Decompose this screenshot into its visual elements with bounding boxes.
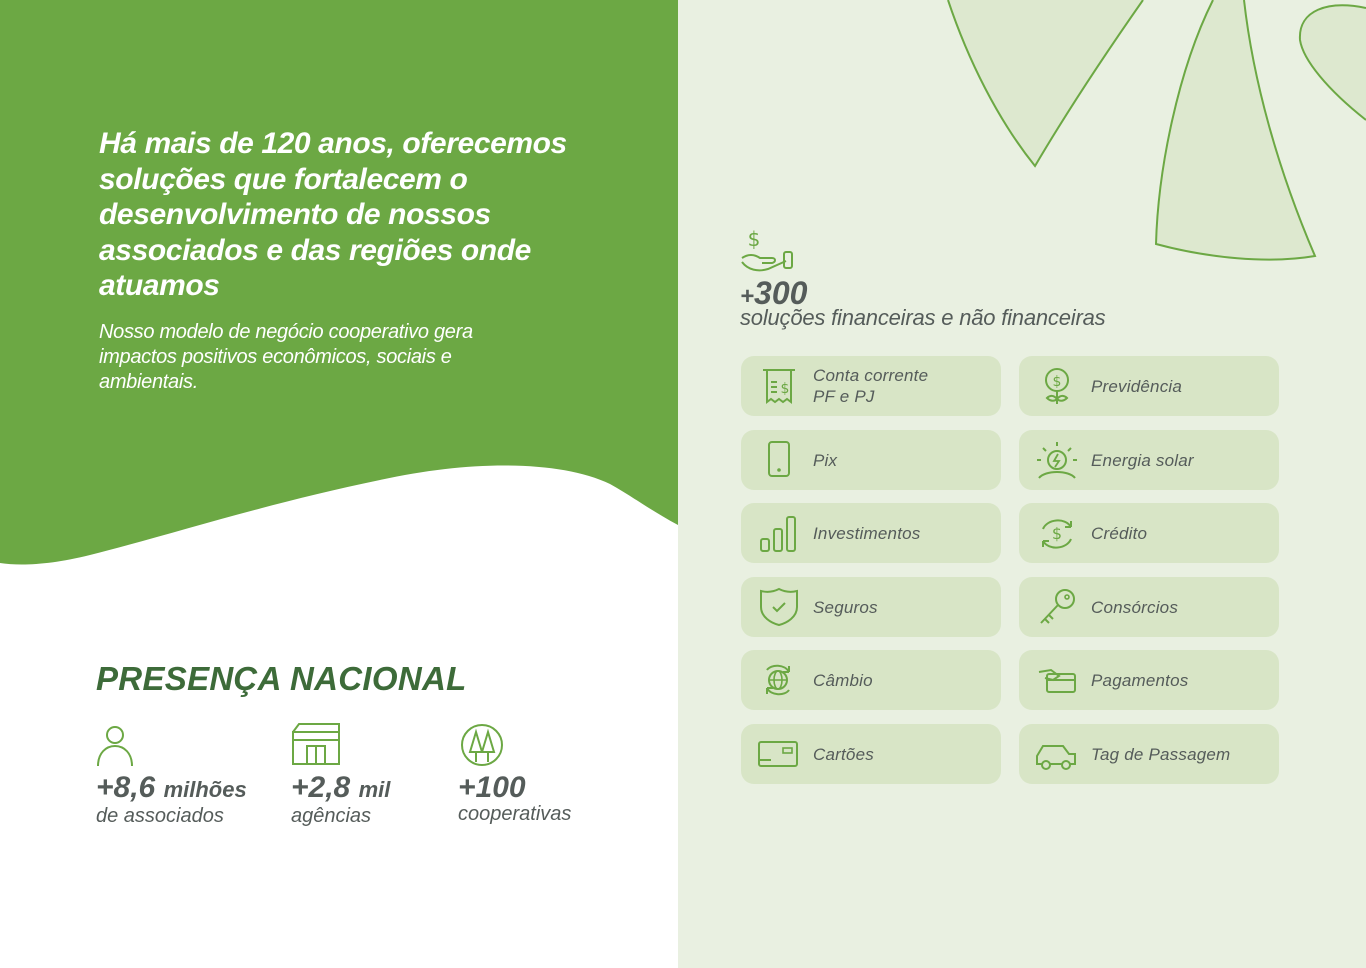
solution-card-energia-solar[interactable] — [1019, 430, 1279, 490]
intro-subline: Nosso modelo de negócio cooperativo gera impactos positivos econômicos, sociais e ambientais. — [99, 321, 473, 393]
card-label: Pagamentos — [1091, 670, 1189, 690]
solution-card-cambio[interactable] — [741, 650, 1001, 710]
stat-label: agências — [291, 805, 372, 827]
solution-card-credito[interactable] — [1019, 503, 1279, 563]
card-label: Cartões — [813, 744, 874, 764]
solution-card-pix[interactable] — [741, 430, 1001, 490]
card-label: Tag de Passagem — [1091, 744, 1231, 764]
payment-hand-icon — [1035, 660, 1077, 700]
card-label: Pix — [813, 450, 838, 470]
stat-label: de associados — [96, 805, 224, 827]
stat-cooperatives — [458, 722, 571, 824]
card-label: Conta corrente — [813, 366, 929, 385]
stat-label: cooperativas — [458, 803, 572, 825]
solution-card-pagamentos[interactable] — [1019, 650, 1279, 710]
car-icon — [1035, 734, 1077, 774]
hand-money-icon — [740, 226, 796, 274]
stat-unit: mil — [358, 777, 391, 802]
solar-energy-icon — [1035, 440, 1077, 480]
stat-number: +8,6 — [96, 771, 156, 804]
card-label: Seguros — [813, 597, 878, 617]
stat-associates — [96, 722, 247, 826]
svg-text:$: $ — [1052, 374, 1062, 390]
card-label: Previdência — [1091, 376, 1183, 396]
count-value: 300 — [754, 275, 808, 311]
solution-card-investimentos[interactable] — [741, 503, 1001, 563]
card-label: Investimentos — [813, 523, 921, 543]
card-label: Consórcios — [1091, 597, 1179, 617]
shield-check-icon — [757, 587, 799, 627]
solution-card-seguros[interactable] — [741, 577, 1001, 637]
key-icon — [1035, 587, 1077, 627]
presence-title: PRESENÇA NACIONAL — [96, 660, 467, 697]
intro-headline: Há mais de 120 anos, oferecemos soluções que fortalecem o desenvolvimento de nossos associados e das regiões onde atuamos — [99, 127, 567, 302]
branch-store-icon — [291, 722, 343, 768]
stat-number: +100 — [458, 771, 526, 804]
stat-branches — [291, 722, 390, 826]
smartphone-icon — [757, 440, 799, 480]
card-label: Crédito — [1091, 523, 1148, 543]
stat-unit: milhões — [163, 777, 247, 802]
account-statement-icon — [757, 366, 799, 406]
left-panel — [0, 0, 678, 968]
card-icon — [757, 734, 799, 774]
plus-sign: + — [740, 283, 755, 310]
svg-text:$: $ — [1051, 524, 1063, 543]
money-plant-icon — [1035, 366, 1077, 406]
person-icon — [96, 722, 136, 768]
card-label-line2: PF e PJ — [813, 387, 875, 406]
stat-number: +2,8 — [291, 771, 351, 804]
solutions-subtitle: soluções financeiras e não financeiras — [740, 305, 1106, 330]
svg-text:$: $ — [747, 227, 761, 251]
trees-icon — [458, 722, 504, 768]
globe-exchange-icon — [757, 660, 799, 700]
card-label: Câmbio — [813, 670, 873, 690]
solution-card-consorcios[interactable] — [1019, 577, 1279, 637]
credit-cycle-icon — [1035, 513, 1077, 553]
solution-card-tag-de-passagem[interactable] — [1019, 724, 1279, 784]
solution-card-previdencia[interactable] — [1019, 356, 1279, 416]
solution-card-cartoes[interactable] — [741, 724, 1001, 784]
bar-growth-icon — [757, 513, 799, 553]
solution-card-conta-corrente[interactable] — [741, 356, 1001, 416]
svg-text:$: $ — [780, 381, 790, 397]
card-label: Energia solar — [1091, 450, 1194, 470]
